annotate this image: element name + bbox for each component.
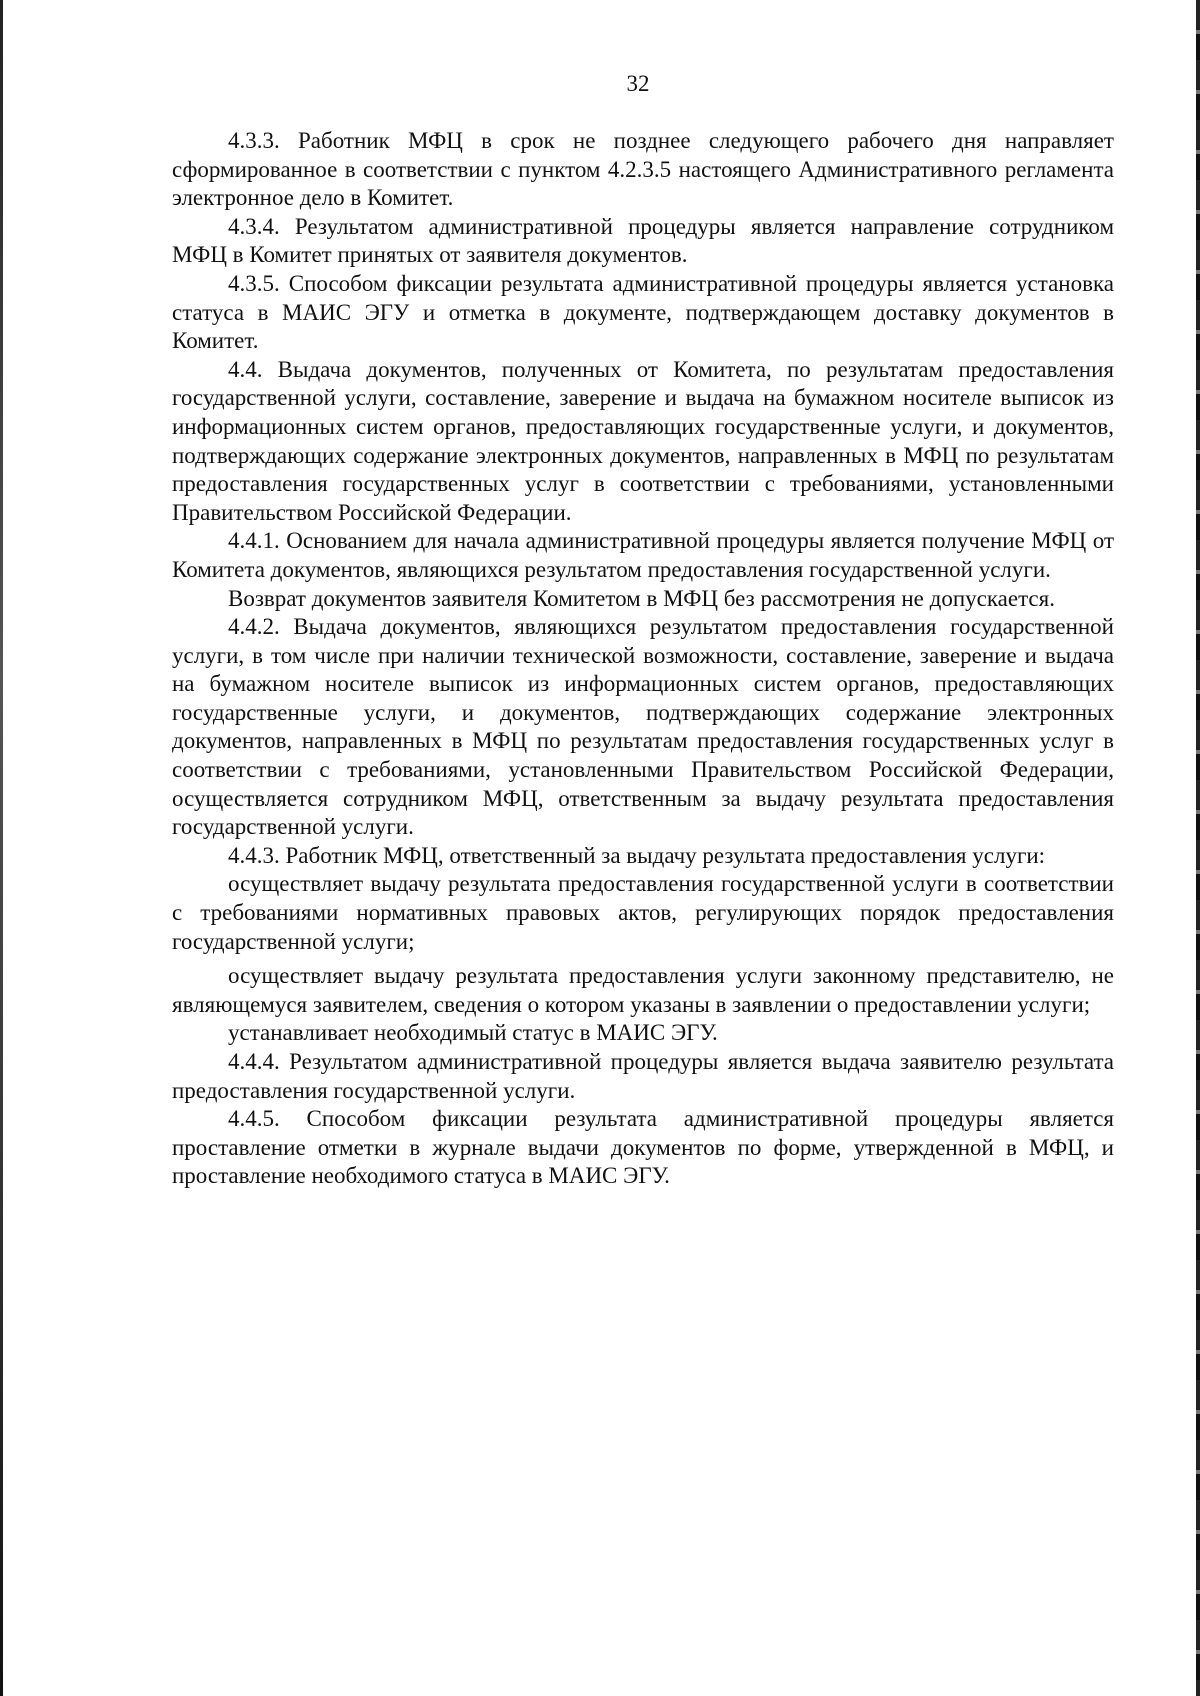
paragraph-4-4-4: 4.4.4. Результатом административной процедуры является выдача заявителю результата предоставления государственной услуги. (172, 1049, 1114, 1103)
document-body (172, 127, 1114, 1191)
page-number: 32 (626, 71, 650, 96)
paragraph-4-3-4: 4.3.4. Результатом административной процедуры является направление сотрудником МФЦ в Комитет принятых от заявителя документов. (172, 213, 1114, 268)
paragraph-4-4-3: 4.4.3. Работник МФЦ, ответственный за выдачу результата предоставления услуги: (228, 842, 1046, 868)
paragraph-duty-representative: осуществляет выдачу результата предоставления услуги законному представителю, не являющемуся заявителем, сведения о котором указаны в заявлении о предоставлении услуги; (172, 963, 1114, 1017)
paragraph-4-3-3: 4.3.3. Работник МФЦ в срок не позднее следующего рабочего дня направляет сформированное в соответствии с пунктом 4.2.3.5 настоящего Административного регламента электронное дело в Комитет. (172, 128, 1114, 211)
paragraph-4-4-2: 4.4.2. Выдача документов, являющихся результатом предоставления государственной услуги, в том числе при наличии технической возможности, составление, заверение и выдача на бумажном носителе выписок из информационных систем органов, предоставляющих государственные услуги, и документов, подтверждающих содержание электронных документов, направленных в МФЦ по результатам предоставления государственных услуг в соответствии с требованиями, установленными Правительством Российской Федерации, осуществляется сотрудником МФЦ, ответственным за выдачу результата предоставления государственной услуги. (172, 614, 1114, 840)
paragraph-duty-status: устанавливает необходимый статус в МАИС ЭГУ. (228, 1020, 718, 1046)
paragraph-4-3-5: 4.3.5. Способом фиксации результата административной процедуры является установка статуса в МАИС ЭГУ и отметка в документе, подтверждающем доставку документов в Комитет. (172, 270, 1114, 354)
paragraph-return-documents: Возврат документов заявителя Комитетом в МФЦ без рассмотрения не допускается. (228, 585, 1055, 611)
paragraph-4-4-1: 4.4.1. Основанием для начала административной процедуры является получение МФЦ от Комитета документов, являющихся результатом предоставления государственной услуги. (172, 528, 1114, 582)
paragraph-4-4: 4.4. Выдача документов, полученных от Комитета, по результатам предоставления государственной услуги, составление, заверение и выдача на бумажном носителе выписок из информационных систем органов, предоставляющих государственные услуги, и документов, подтверждающих содержание электронных документов, направленных в МФЦ по результатам предоставления государственных услуг в соответствии с требованиями, установленными Правительством Российской Федерации. (172, 356, 1114, 525)
paragraph-4-4-5: 4.4.5. Способом фиксации результата административной процедуры является проставление отметки в журнале выдачи документов по форме, утвержденной в МФЦ, и проставление необходимого статуса в МАИС ЭГУ. (172, 1106, 1114, 1189)
paragraph-duty-issue-result: осуществляет выдачу результата предоставления государственной услуги в соответствии с требованиями нормативных правовых актов, регулирующих порядок предоставления государственной услуги; (172, 871, 1114, 954)
scan-edge-left (0, 0, 3, 1696)
scan-edge-right (1196, 0, 1200, 1696)
